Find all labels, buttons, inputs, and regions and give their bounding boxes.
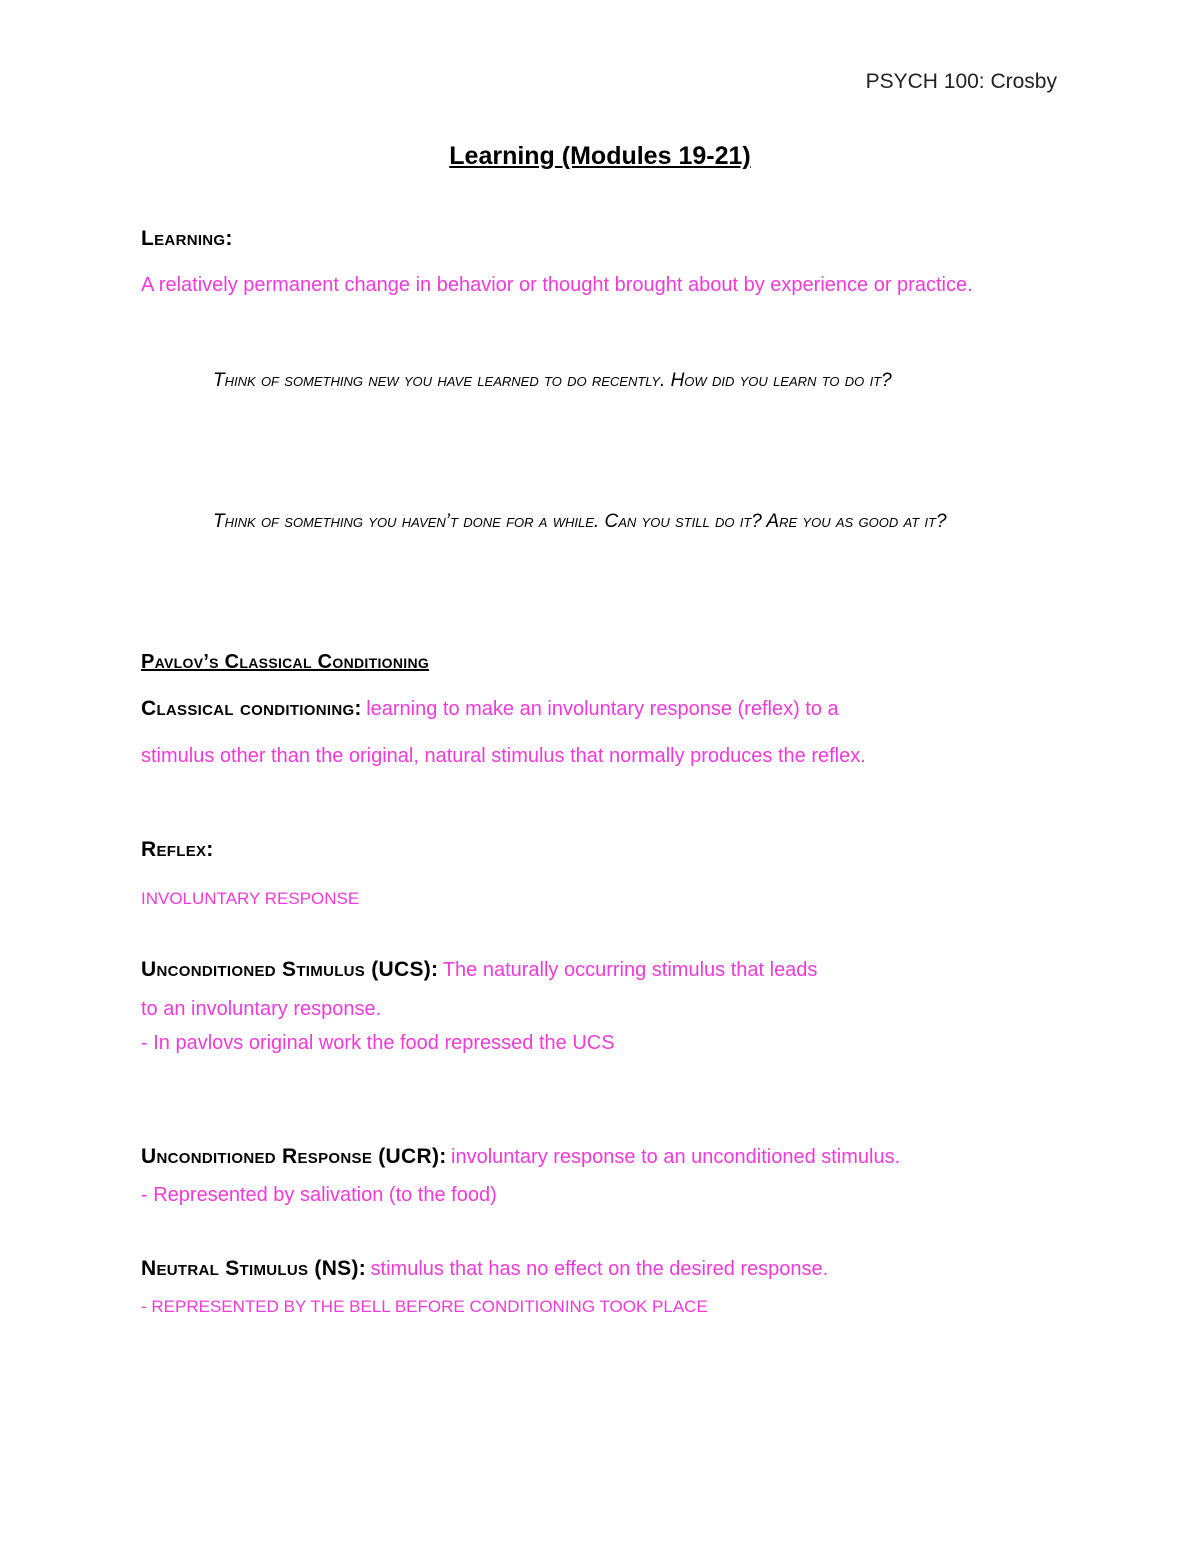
ucr-note: - Represented by salivation (to the food) — [141, 1184, 497, 1206]
classical-label: Classical conditioning: — [141, 697, 362, 720]
ucr-label: Unconditioned Response (UCR): — [141, 1145, 447, 1168]
ns-definition: stimulus that has no effect on the desired response. — [370, 1258, 829, 1280]
ucr-row — [141, 1145, 900, 1169]
classical-definition-line2: stimulus other than the original, natural stimulus that normally produces the reflex. — [141, 745, 866, 767]
ns-label: Neutral Stimulus (NS): — [141, 1257, 367, 1280]
classical-definition-line1: learning to make an involuntary response (reflex) to a — [366, 698, 839, 720]
section-heading: Pavlov’s Classical Conditioning — [141, 651, 430, 673]
prompt-old-skill: Think of something you haven’t done for a while. Can you still do it? Are you as good at it? — [213, 511, 947, 532]
reflex-definition: INVOLUNTARY RESPONSE — [141, 889, 360, 908]
ucs-row — [141, 958, 817, 982]
ucs-note: - In pavlovs original work the food repressed the UCS — [141, 1032, 615, 1054]
reflex-label: Reflex: — [141, 838, 214, 861]
learning-definition: A relatively permanent change in behavior or thought brought about by experience or practice. — [141, 274, 973, 296]
ucr-definition: involuntary response to an unconditioned stimulus. — [451, 1146, 901, 1168]
ucs-label: Unconditioned Stimulus (UCS): — [141, 958, 439, 981]
course-header: PSYCH 100: Crosby — [865, 70, 1057, 93]
ucs-definition-line1: The naturally occurring stimulus that leads — [442, 959, 818, 981]
learning-label: Learning: — [141, 227, 233, 250]
prompt-new-skill: Think of something new you have learned to do recently. How did you learn to do it? — [213, 370, 892, 391]
page-title: Learning (Modules 19-21) — [449, 142, 751, 170]
ucs-definition-line2: to an involuntary response. — [141, 998, 382, 1020]
classical-row — [141, 697, 839, 721]
ns-row — [141, 1257, 828, 1281]
ns-note: - REPRESENTED BY THE BELL BEFORE CONDITIONING TOOK PLACE — [141, 1297, 708, 1316]
